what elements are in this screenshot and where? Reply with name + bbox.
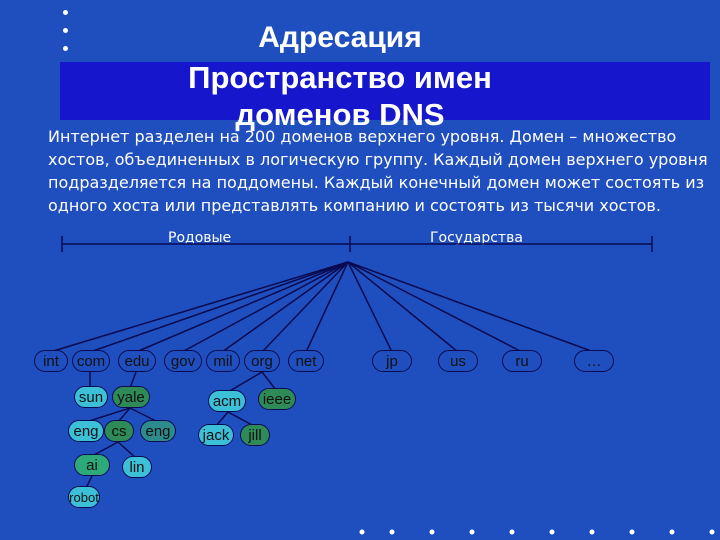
description-paragraph: Интернет разделен на 200 доменов верхнего уровня. Домен – множество хостов, объединенных в логическую группу. Каждый домен верхнего уровня подразделяется на поддомены. Каждый конечный домен может состоять из одного хоста или представлять компанию и состоять из тысячи хостов. xyxy=(48,127,708,215)
edge-root-us xyxy=(348,262,458,352)
country-domains-label: Государства xyxy=(430,230,523,246)
edge-org-acm xyxy=(228,372,262,392)
edge-root-ru xyxy=(348,262,522,352)
node-more: … xyxy=(574,350,614,372)
decor-dot xyxy=(430,530,435,535)
node-int: int xyxy=(34,350,68,372)
node-org: org xyxy=(244,350,280,372)
decor-dot xyxy=(670,530,675,535)
decor-dot xyxy=(550,530,555,535)
decor-dot xyxy=(630,530,635,535)
decor-dot xyxy=(590,530,595,535)
decor-dot xyxy=(360,530,365,535)
node-robot: robot xyxy=(68,486,100,508)
decor-dot xyxy=(510,530,515,535)
node-ai: ai xyxy=(74,454,110,476)
generic-domains-label: Родовые xyxy=(168,230,232,246)
slide-subtitle-line1: Пространство имен xyxy=(188,60,492,95)
node-yale: yale xyxy=(112,386,150,408)
decor-dot xyxy=(390,530,395,535)
node-net: net xyxy=(288,350,324,372)
slide-subtitle-line2: доменов DNS xyxy=(235,97,445,132)
node-edu: edu xyxy=(118,350,156,372)
node-mil: mil xyxy=(206,350,240,372)
edge-root-net xyxy=(306,262,348,352)
slide-title: Адресация xyxy=(258,21,422,54)
node-eng-2: eng xyxy=(140,420,176,442)
edge-root-com xyxy=(90,262,348,352)
node-eng: eng xyxy=(68,420,104,442)
node-linda: lin xyxy=(122,456,152,478)
node-jill: jill xyxy=(240,424,270,446)
node-sun: sun xyxy=(74,386,108,408)
node-com: com xyxy=(72,350,110,372)
node-us: us xyxy=(438,350,478,372)
node-jack: jack xyxy=(198,424,234,446)
decor-dot xyxy=(710,530,715,535)
edge-root-int xyxy=(50,262,348,352)
node-acm: acm xyxy=(208,390,246,412)
decor-dot xyxy=(470,530,475,535)
node-cs: cs xyxy=(104,420,134,442)
node-gov: gov xyxy=(164,350,202,372)
node-jp: jp xyxy=(372,350,412,372)
node-ru: ru xyxy=(502,350,542,372)
edge-root-gov xyxy=(182,262,348,352)
node-ieee: ieee xyxy=(258,388,296,410)
